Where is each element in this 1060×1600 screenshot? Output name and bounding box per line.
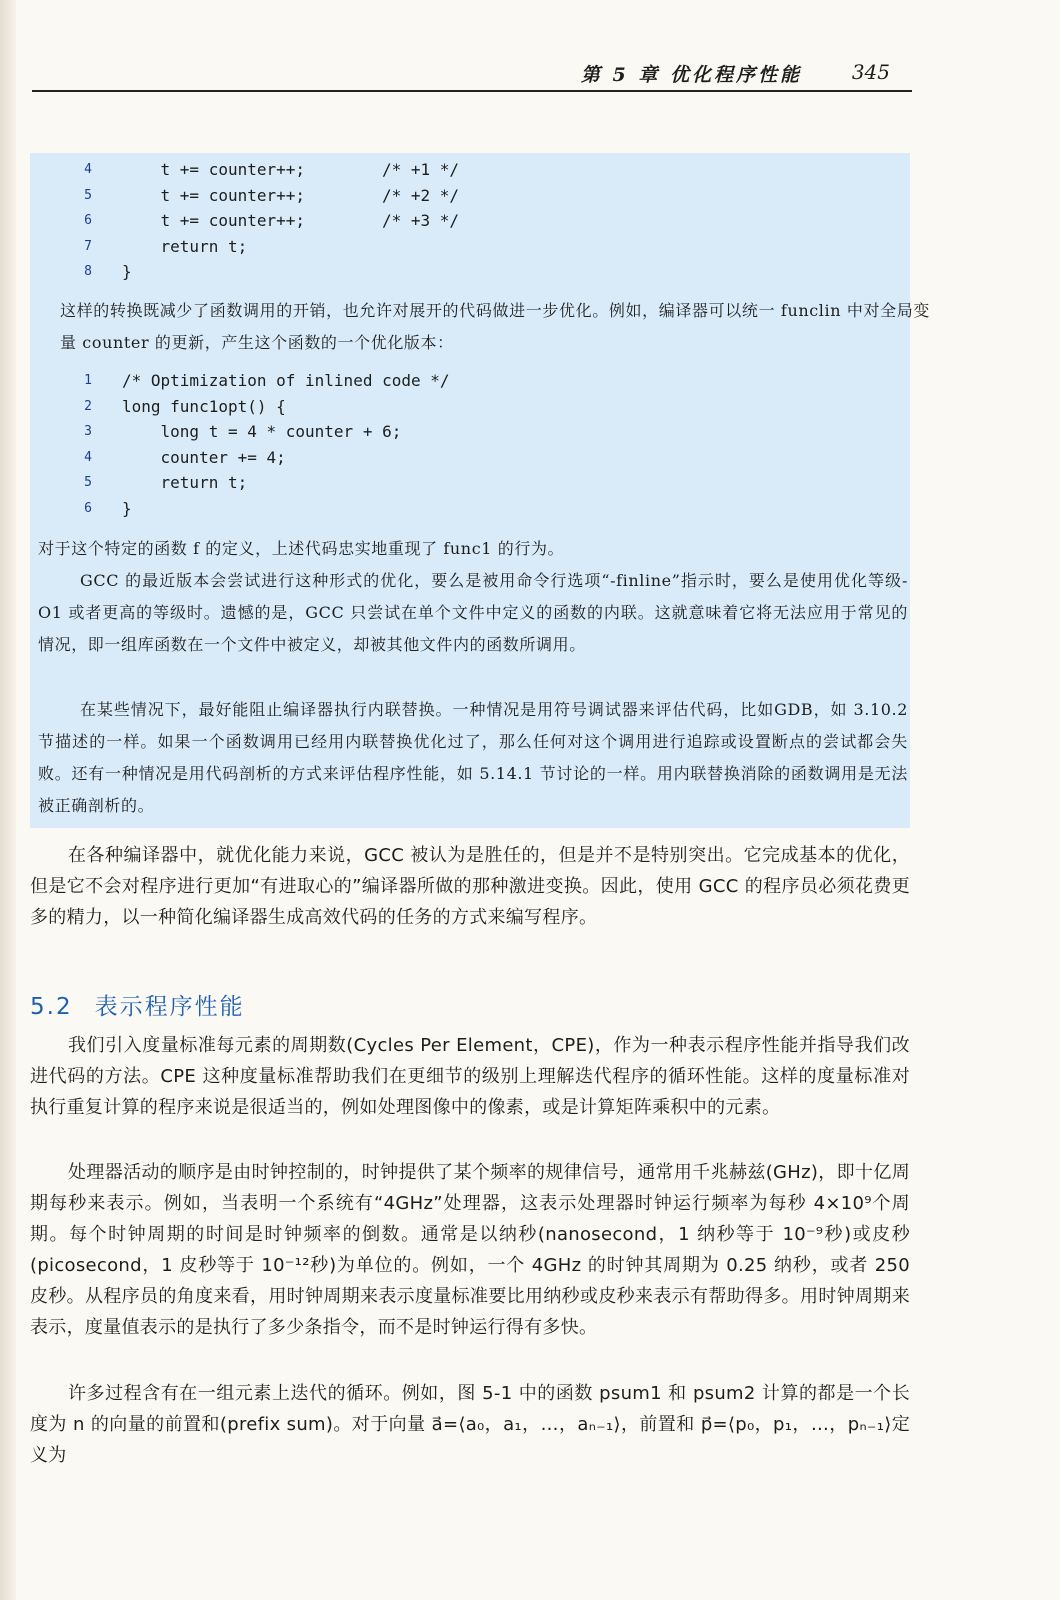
code-text: return t; <box>122 473 248 492</box>
aside-paragraph: 对于这个特定的函数 f 的定义，上述代码忠实地重现了 func1 的行为。 <box>38 539 565 558</box>
code-text: return t; <box>122 236 248 256</box>
code-text: long func1opt() { <box>122 396 286 416</box>
code-text: long t = 4 * counter + 6; <box>122 422 402 441</box>
section-number: 5.2 <box>30 994 73 1020</box>
body-paragraph: 我们引入度量标准每元素的周期数(Cycles Per Element，CPE)，作为一种表示程序性能并指导我们改进代码的方法。CPE 这种度量标准帮助我们在更细节的级别上理解迭代程序的循环性能。这样的度量标准对执行重复计算的程序来说是很适当的，例如处理图像中的像素，或是计算矩阵乘积中的元素。 <box>30 1035 910 1118</box>
running-header <box>32 56 912 92</box>
code-line <box>30 368 910 394</box>
aside-paragraph: GCC 的最近版本会尝试进行这种形式的优化，要么是被用命令行选项“-finline”指示时，要么是使用优化等级-O1 或者更高的等级时。遗憾的是，GCC 只尝试在单个文件中定义的函数的内联。这就意味着它将无法应用于常见的情况，即一组库函数在一个文件中被定义，却被其他文件内的函数所调用。 <box>38 571 908 654</box>
line-number: 5 <box>84 475 92 490</box>
body-paragraph: 处理器活动的顺序是由时钟控制的，时钟提供了某个频率的规律信号，通常用千兆赫兹(GHz)，即十亿周期每秒来表示。例如，当表明一个系统有“4GHz”处理器，这表示处理器时钟运行频率为每秒 4×10⁹个周期。每个时钟周期的时间是时钟频率的倒数。通常是以纳秒(nanosecond，1 纳秒等于 10⁻⁹秒)或皮秒(picosecond，1 皮秒等于 10⁻¹²秒)为单位的。例如，一个 4GHz 的时钟其周期为 0.25 纳秒，或者 250 皮秒。从程序员的角度来看，用时钟周期来表示度量标准要比用纳秒或皮秒来表示有帮助得多。用时钟周期来表示，度量值表示的是执行了多少条指令，而不是时钟运行得有多快。 <box>30 1162 910 1338</box>
page-edge <box>0 0 16 1600</box>
code-text: t += counter++; <box>122 160 306 179</box>
line-number: 3 <box>84 424 92 439</box>
line-number: 6 <box>84 213 92 228</box>
code-line <box>30 496 910 522</box>
body-paragraph: 在各种编译器中，就优化能力来说，GCC 被认为是胜任的，但是并不是特别突出。它完成基本的优化，但是它不会对程序进行更加“有进取心的”编译器所做的那种激进变换。因此，使用 GCC 的程序员必须花费更多的精力，以一种简化编译器生成高效代码的任务的方式来编写程序。 <box>30 845 910 928</box>
line-number: 6 <box>84 500 92 516</box>
code-text: t += counter++; <box>122 185 306 205</box>
chapter-title: 第 5 章 优化程序性能 <box>580 64 802 86</box>
code-text: } <box>122 262 132 281</box>
line-number: 1 <box>84 373 92 388</box>
code-text: counter += 4; <box>122 447 286 467</box>
code-line <box>30 394 910 420</box>
aside-box <box>30 153 930 828</box>
line-number: 5 <box>84 187 92 203</box>
code-text: } <box>122 498 132 518</box>
code-text: t += counter++; <box>122 211 306 230</box>
code-comment: /* +3 */ <box>382 211 460 230</box>
aside-paragraph: 在某些情况下，最好能阻止编译器执行内联替换。一种情况是用符号调试器来评估代码，比如GDB，如 3.10.2 节描述的一样。如果一个函数调用已经用内联替换优化过了，那么任何对这个调用进行追踪或设置断点的尝试都会失败。还有一种情况是用代码剖析的方式来评估程序性能，如 5.14.1 节讨论的一样。用内联替换消除的函数调用是无法被正确剖析的。 <box>38 700 908 815</box>
code-block-2 <box>30 368 910 521</box>
code-line <box>30 470 910 496</box>
page-number: 345 <box>851 60 890 84</box>
code-line <box>30 234 910 260</box>
line-number: 4 <box>84 162 92 177</box>
line-number: 4 <box>84 449 92 465</box>
code-line <box>30 183 910 209</box>
section-title: 表示程序性能 <box>94 994 245 1020</box>
code-line <box>30 208 910 234</box>
code-comment: /* +1 */ <box>382 160 460 179</box>
code-comment: /* +2 */ <box>382 185 460 205</box>
body-paragraph: 许多过程含有在一组元素上迭代的循环。例如，图 5-1 中的函数 psum1 和 psum2 计算的都是一个长度为 n 的向量的前置和(prefix sum)。对于向量 a⃗=⟨a₀，a₁，…，aₙ₋₁⟩，前置和 p⃗=⟨p₀，p₁，…，pₙ₋₁⟩定义为 <box>30 1383 910 1466</box>
section-heading <box>30 988 267 1021</box>
aside-paragraph: 这样的转换既减少了函数调用的开销，也允许对展开的代码做进一步优化。例如，编译器可以统一 funclin 中对全局变量 counter 的更新，产生这个函数的一个优化版本： <box>60 301 930 352</box>
line-number: 2 <box>84 398 92 414</box>
code-text: /* Optimization of inlined code */ <box>122 371 450 390</box>
code-line <box>30 419 910 445</box>
line-number: 8 <box>84 264 92 279</box>
line-number: 7 <box>84 238 92 254</box>
code-line <box>30 259 910 285</box>
code-line <box>30 445 910 471</box>
code-block-1 <box>30 157 910 285</box>
code-line <box>30 157 910 183</box>
